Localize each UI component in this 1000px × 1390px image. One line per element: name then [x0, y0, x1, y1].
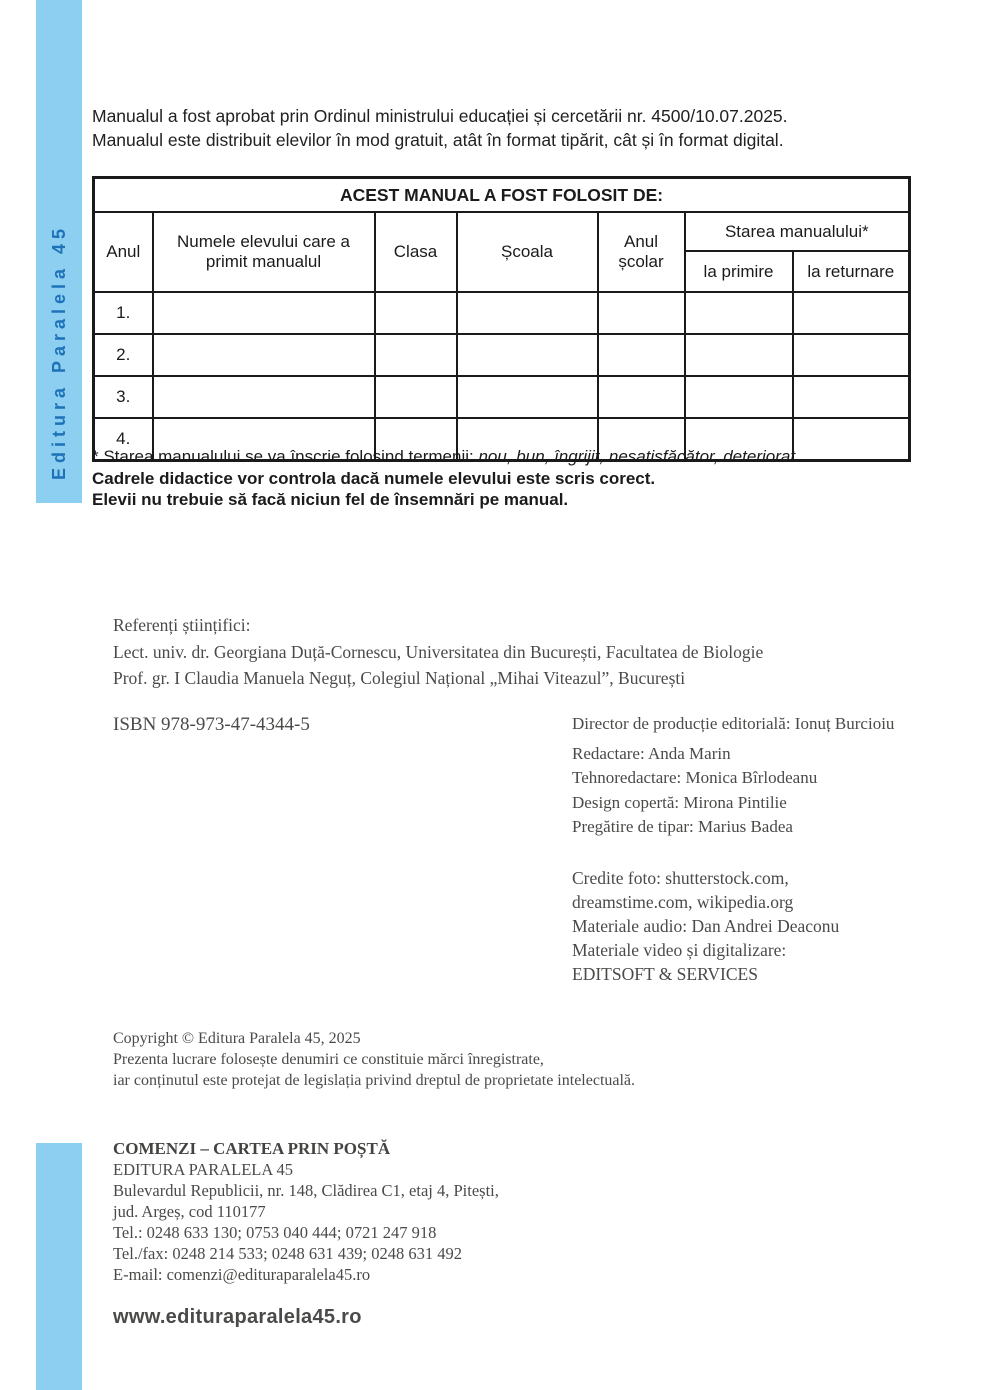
empty-cell: [793, 292, 910, 334]
production-director: Director de producție editorială: Ionuț Burcioiu: [572, 714, 895, 733]
orders-email: E-mail: comenzi@edituraparalela45.ro: [113, 1265, 371, 1284]
publisher-website: www.edituraparalela45.ro: [113, 1306, 362, 1328]
orders-address-2: jud. Argeș, cod 110177: [113, 1202, 266, 1221]
production-pregatire: Pregătire de tipar: Marius Badea: [572, 817, 793, 836]
orders-tel: Tel.: 0248 633 130; 0753 040 444; 0721 247 918: [113, 1223, 437, 1242]
referents-heading: Referenți științifici:: [113, 615, 251, 635]
empty-cell: [598, 292, 685, 334]
orders-publisher: EDITURA PARALELA 45: [113, 1160, 293, 1179]
row-number: 3.: [94, 376, 153, 418]
orders-title: COMENZI – CARTEA PRIN POȘTĂ: [113, 1139, 391, 1158]
empty-cell: [685, 292, 793, 334]
empty-cell: [598, 334, 685, 376]
col-header-la-primire: la primire: [685, 251, 793, 292]
empty-cell: [153, 376, 375, 418]
credits-video: Materiale video și digitalizare:: [572, 940, 787, 960]
empty-cell: [153, 334, 375, 376]
footnote-students-line: Elevii nu trebuie să facă niciun fel de însemnări pe manual.: [92, 490, 569, 509]
approval-line-2: Manualul este distribuit elevilor în mod gratuit, atât în format tipărit, cât și în format digital.: [92, 130, 784, 150]
referent-1: Lect. univ. dr. Georgiana Duță-Cornescu, Universitatea din București, Facultatea de Biologie: [113, 641, 764, 662]
orders-telfax: Tel./fax: 0248 214 533; 0248 631 439; 0248 631 492: [113, 1244, 462, 1263]
col-header-clasa: Clasa: [375, 212, 457, 292]
publisher-vertical-label: [36, 202, 82, 502]
empty-cell: [153, 292, 375, 334]
empty-cell: [457, 292, 598, 334]
manual-usage-table: [92, 176, 911, 462]
empty-cell: [685, 376, 793, 418]
table-footnote: [92, 446, 922, 511]
table-title: ACEST MANUAL A FOST FOLOSIT DE:: [94, 178, 910, 213]
col-header-nume: Numele elevului care a primit manualul: [153, 212, 375, 292]
sidebar-strip-bottom: [36, 1143, 82, 1390]
copyright-line-2: Prezenta lucrare folosește denumiri ce constituie mărci înregistrate,: [113, 1051, 544, 1068]
publisher-vertical-text: Editura Paralela 45: [48, 223, 69, 481]
footnote-teachers-line: Cadrele didactice vor controla dacă numele elevului este scris corect.: [92, 468, 656, 488]
production-tehnoredactare: Tehnoredactare: Monica Bîrlodeanu: [572, 768, 818, 787]
row-number: 2.: [94, 334, 153, 376]
footnote-prefix: * Starea manualului se va înscrie folosind termenii:: [92, 447, 479, 466]
orders-address-1: Bulevardul Republicii, nr. 148, Clădirea C1, etaj 4, Pitești,: [113, 1181, 499, 1200]
footnote-terms-line: [92, 446, 922, 468]
col-header-anul-scolar: Anul școlar: [598, 212, 685, 292]
credits-editsoft: EDITSOFT & SERVICES: [572, 964, 758, 984]
empty-cell: [375, 376, 457, 418]
table-row: [94, 376, 910, 418]
empty-cell: [598, 376, 685, 418]
orders-contact-block: [113, 1138, 633, 1285]
empty-cell: [457, 376, 598, 418]
credits-audio: Materiale audio: Dan Andrei Deaconu: [572, 916, 840, 936]
empty-cell: [793, 376, 910, 418]
production-redactare: Redactare: Anda Marin: [572, 743, 731, 763]
col-header-scoala: Școala: [457, 212, 598, 292]
copyright-line-1: Copyright © Editura Paralela 45, 2025: [113, 1030, 361, 1047]
copyright-notice: [113, 1028, 763, 1091]
referent-2: Prof. gr. I Claudia Manuela Neguț, Colegiul Național „Mihai Viteazul”, București: [113, 668, 686, 688]
footnote-terms-italic: nou, bun, îngrijit, nesatisfăcător, deteriorat.: [478, 447, 800, 466]
col-header-starea: Starea manualului*: [685, 212, 910, 251]
credits-foto-1: Credite foto: shutterstock.com,: [572, 868, 789, 888]
row-number: 4.: [94, 418, 153, 461]
approval-line-1: Manualul a fost aprobat prin Ordinul ministrului educației și cercetării nr. 4500/10.07.2025.: [92, 106, 788, 126]
empty-cell: [375, 334, 457, 376]
production-staff: [572, 712, 932, 840]
row-number: 1.: [94, 292, 153, 334]
empty-cell: [793, 334, 910, 376]
isbn: ISBN 978-973-47-4344-5: [113, 714, 310, 735]
empty-cell: [375, 292, 457, 334]
approval-notice: [92, 104, 922, 152]
col-header-la-returnare: la returnare: [793, 251, 910, 292]
empty-cell: [685, 334, 793, 376]
col-header-anul: Anul: [94, 212, 153, 292]
production-design: Design copertă: Mirona Pintilie: [572, 792, 787, 812]
empty-cell: [457, 334, 598, 376]
scientific-referents: [113, 612, 833, 692]
media-credits: [572, 866, 932, 986]
table-row: [94, 292, 910, 334]
copyright-line-3: iar conținutul este protejat de legislația privind dreptul de proprietate intelectuală.: [113, 1072, 636, 1089]
table-row: [94, 334, 910, 376]
credits-foto-2: dreamstime.com, wikipedia.org: [572, 892, 794, 912]
